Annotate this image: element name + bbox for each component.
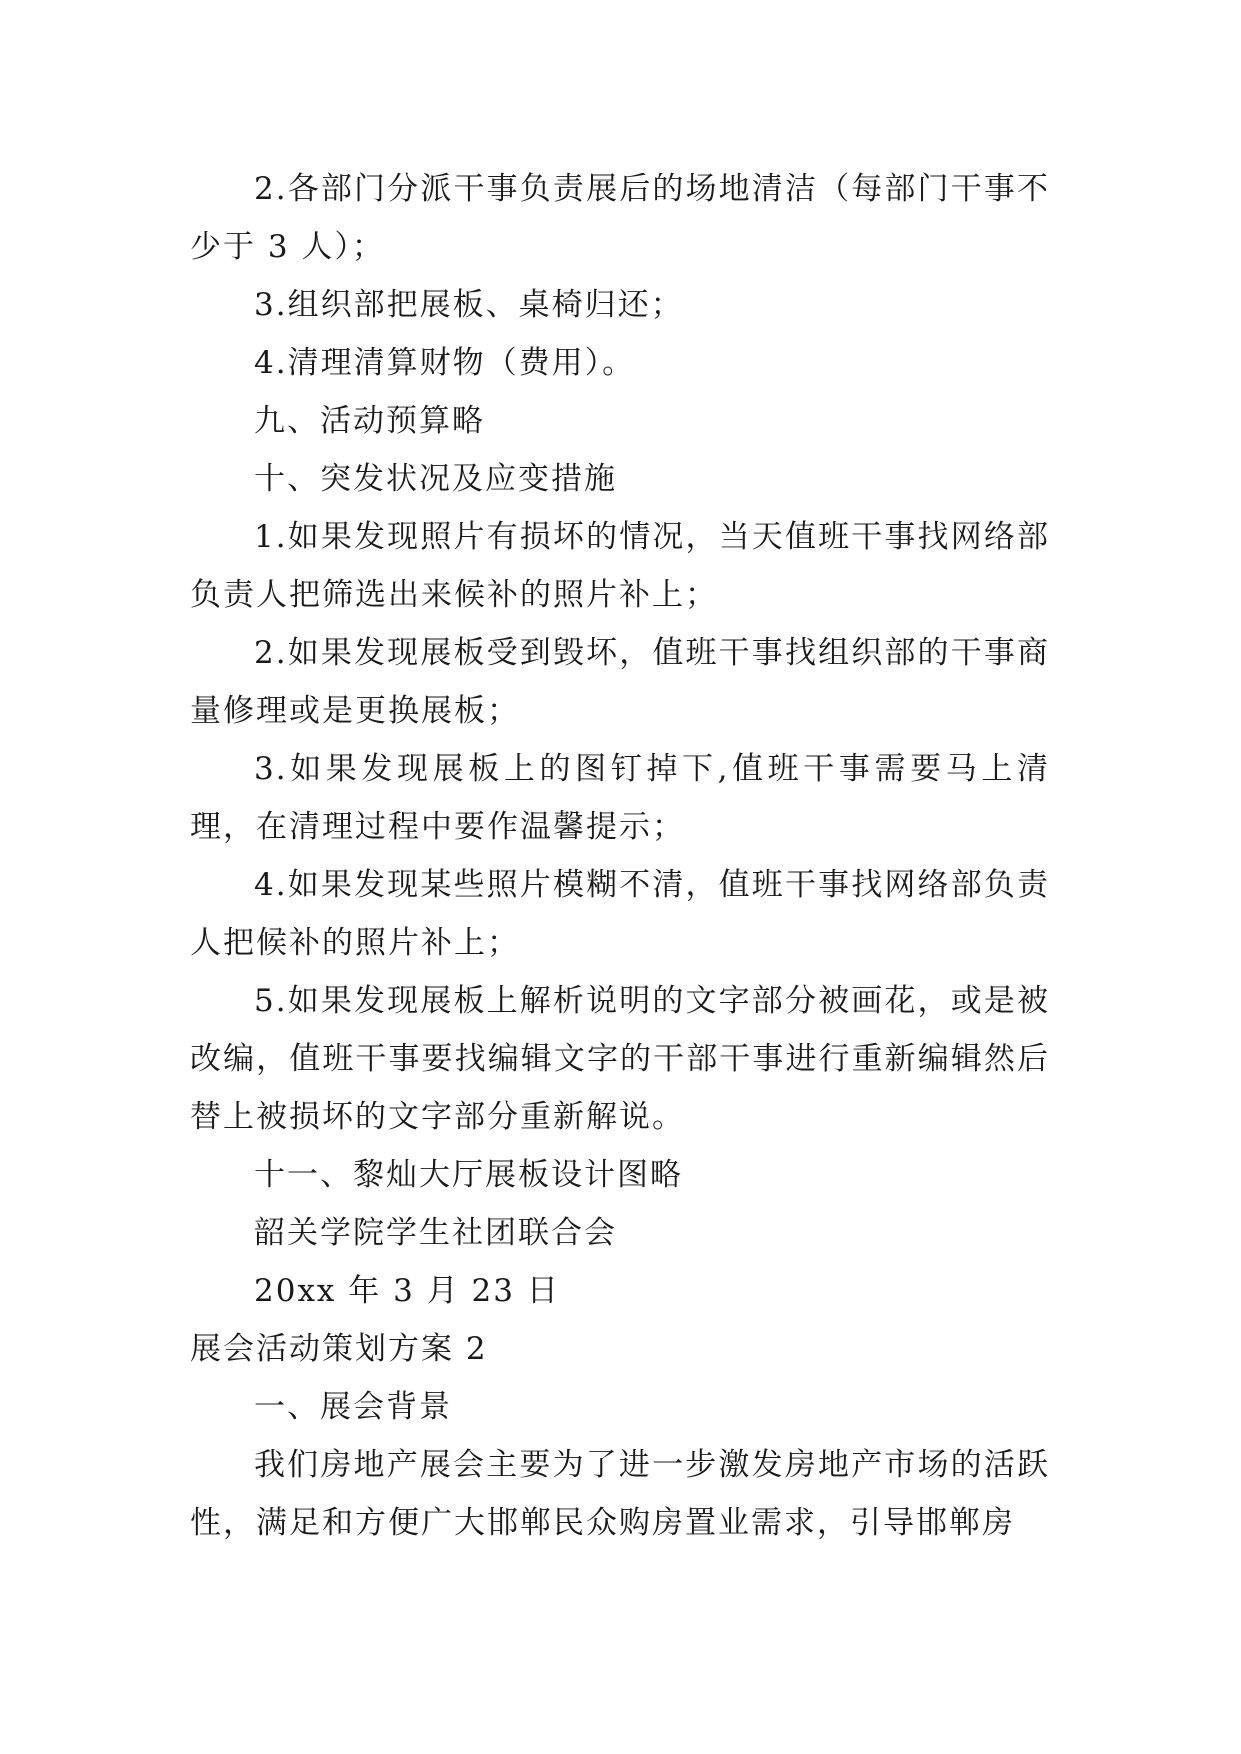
paragraph-return-boards: 3.组织部把展板、桌椅归还； (254, 287, 684, 323)
section-heading-budget: 九、活动预算略 (254, 403, 485, 439)
section-heading-background: 一、展会背景 (254, 1389, 452, 1425)
paragraph-damaged-boards: 2.如果发现展板受到毁坏，值班干事找组织部的干事商量修理或是更换展板； (190, 635, 1050, 729)
paragraph-settle-accounts: 4.清理清算财物（费用）。 (254, 345, 636, 381)
paragraph-damaged-photos: 1.如果发现照片有损坏的情况，当天值班干事找网络部负责人把筛选出来候补的照片补上； (190, 519, 1050, 613)
document-body (190, 160, 1050, 1552)
document-title-plan-2: 展会活动策划方案 2 (190, 1331, 488, 1367)
paragraph-background: 我们房地产展会主要为了进一步激发房地产市场的活跃性，满足和方便广大邯郸民众购房置业需求，引导邯郸房 (190, 1447, 1050, 1541)
paragraph-fallen-pins: 3.如果发现展板上的图钉掉下,值班干事需要马上清理，在清理过程中要作温馨提示； (190, 751, 1050, 845)
paragraph-blurry-photos: 4.如果发现某些照片模糊不清，值班干事找网络部负责人把候补的照片补上； (190, 867, 1050, 961)
paragraph-cleanup: 2.各部门分派干事负责展后的场地清洁（每部门干事不少于 3 人）； (190, 171, 1050, 265)
signature-date: 20xx 年 3 月 23 日 (254, 1273, 560, 1309)
section-heading-emergency: 十、突发状况及应变措施 (254, 461, 617, 497)
section-heading-design: 十一、黎灿大厅展板设计图略 (254, 1157, 683, 1193)
signature-organization: 韶关学院学生社团联合会 (254, 1215, 617, 1251)
paragraph-defaced-text: 5.如果发现展板上解析说明的文字部分被画花，或是被改编，值班干事要找编辑文字的干部干事进行重新编辑然后替上被损坏的文字部分重新解说。 (190, 983, 1050, 1135)
